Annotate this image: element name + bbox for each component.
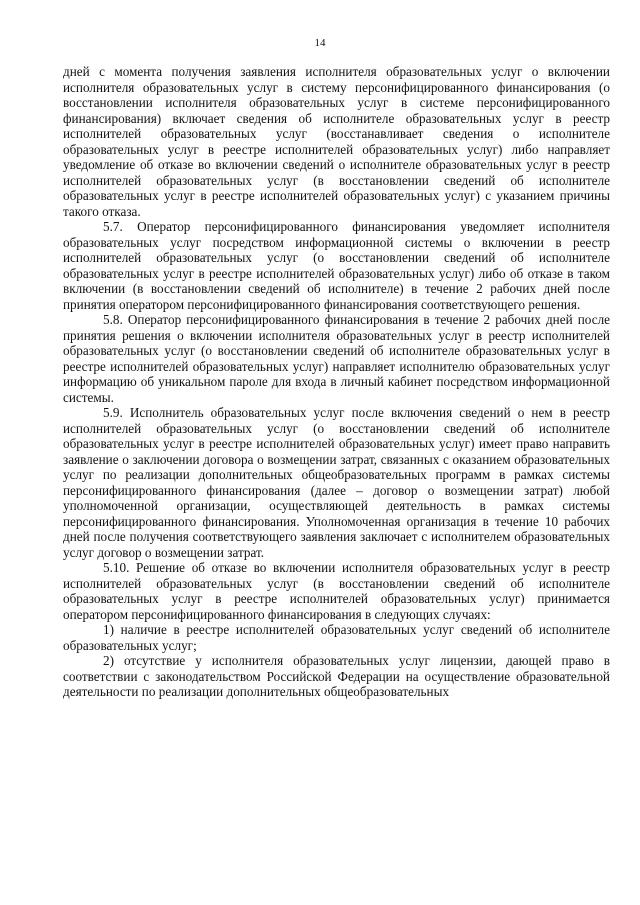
page-number: 14: [314, 37, 326, 49]
paragraph-5-8: 5.8. Оператор персонифицированного финансирования в течение 2 рабочих дней после принятия решения о включении исполнителя образовательных услуг в реестр исполнителей образовательных услуг (о восстановлении сведений об исполнителе образовательных услуг в реестре исполнителей образовательных услуг) направляет исполнителю образовательных услуг информацию об уникальном пароле для входа в личный кабинет посредством информационной системы.: [63, 312, 610, 405]
paragraph-5-10: 5.10. Решение об отказе во включении исполнителя образовательных услуг в реестр исполнителей образовательных услуг (в восстановлении сведений об исполнителе образовательных услуг в реестре исполнителей образовательных услуг) принимается оператором персонифицированного финансирования в следующих случаях:: [63, 560, 610, 622]
paragraph-5-7: 5.7. Оператор персонифицированного финансирования уведомляет исполнителя образовательных услуг посредством информационной системы о включении в реестр исполнителей образовательных услуг (о восстановлении сведений об исполнителе образовательных услуг в реестре исполнителей образовательных услуг) либо об отказе в таком включении (в восстановлении сведений об исполнителе) в течение 2 рабочих дней после принятия оператором персонифицированного финансирования соответствующего решения.: [63, 219, 610, 312]
paragraph-5-9: 5.9. Исполнитель образовательных услуг после включения сведений о нем в реестр исполнителей образовательных услуг (о восстановлении сведений об исполнителе образовательных услуг в реестре исполнителей образовательных услуг) имеет право направить заявление о заключении договора о возмещении затрат, связанных с оказанием образовательных услуг по реализации дополнительных общеобразовательных программ в рамках системы персонифицированного финансирования (далее – договор о возмещении затрат) любой уполномоченной организации, осуществляющей деятельность в рамках системы персонифицированного финансирования. Уполномоченная организация в течение 10 рабочих дней после получения соответствующего заявления заключает с исполнителем образовательных услуг договор о возмещении затрат.: [63, 405, 610, 560]
list-item-2: 2) отсутствие у исполнителя образовательных услуг лицензии, дающей право в соответствии с законодательством Российской Федерации на осуществление образовательной деятельности по реализации дополнительных общеобразовательных: [63, 653, 610, 699]
document-body: [63, 64, 610, 700]
paragraph-continuation: дней с момента получения заявления исполнителя образовательных услуг о включении исполнителя образовательных услуг в систему персонифицированного финансирования (о восстановлении исполнителя образовательных услуг в системе персонифицированного финансирования) включает сведения об исполнителе образовательных услуг в реестр исполнителей образовательных услуг (восстанавливает сведения о исполнителе образовательных услуг в реестре исполнителей образовательных услуг) либо направляет уведомление об отказе во включении сведений о исполнителе образовательных услуг в реестр исполнителей образовательных услуг (в восстановлении сведений об исполнителе образовательных услуг в реестре исполнителей образовательных услуг) с указанием причины такого отказа.: [63, 64, 610, 219]
list-item-1: 1) наличие в реестре исполнителей образовательных услуг сведений об исполнителе образовательных услуг;: [63, 622, 610, 653]
